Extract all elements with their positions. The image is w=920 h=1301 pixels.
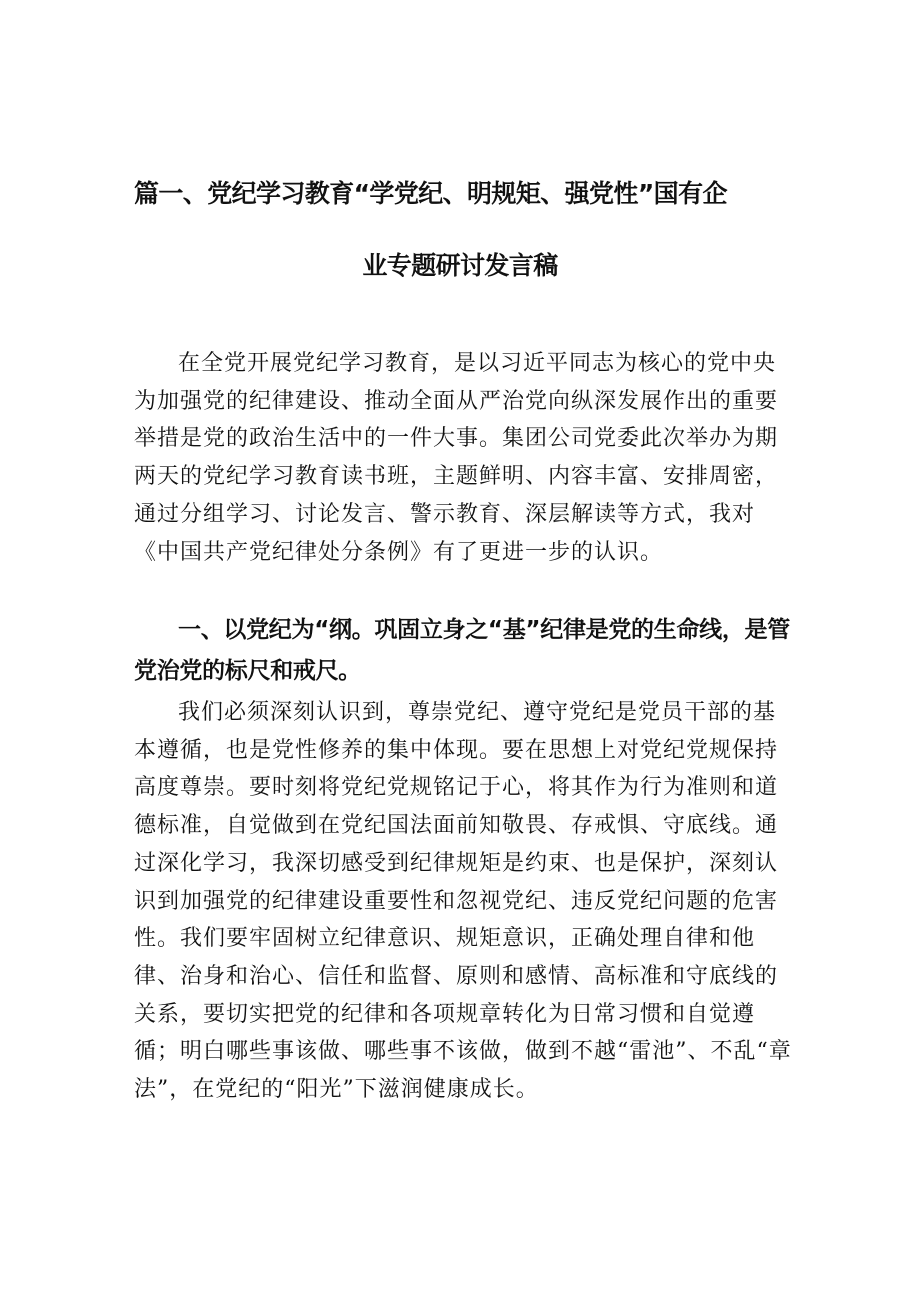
document-title-line-1: 篇一、党纪学习教育“学党纪、明规矩、强党性”国有企 (134, 179, 727, 208)
paragraph-intro-text: 在全党开展党纪学习教育，是以习近平同志为核心的党中央为加强党的纪律建设、推动全面从严治党向纵深发展作出的重要举措是党的政治生活中的一件大事。集团公司党委此次举办为期两天的党纪学习教育读书班，主题鲜明、内容丰富、安排周密，通过分组学习、讨论发言、警示教育、深层解读等方式，我对《中国共产党纪律处分条例》有了更进一步的认识。 (134, 351, 779, 565)
document-title-line-2: 业专题研讨发言稿 (362, 251, 558, 280)
section-heading-1: 一、以党纪为“纲。巩固立身之“基”纪律是党的生命线，是管党治党的标尺和戒尺。 (134, 617, 790, 684)
paragraph-intro (134, 345, 794, 571)
paragraph-section-1 (134, 694, 794, 1109)
paragraph-section-1-text: 我们必须深刻认识到，尊崇党纪、遵守党纪是党员干部的基本遵循，也是党性修养的集中体现。要在思想上对党纪党规保持高度尊崇。要时刻将党纪党规铭记于心，将其作为行为准则和道德标准，自觉做到在党纪国法面前知敬畏、存戒惧、守底线。通过深化学习，我深切感受到纪律规矩是约束、也是保护，深刻认识到加强党的纪律建设重要性和忽视党纪、违反党纪问题的危害性。我们要牢固树立纪律意识、规矩意识，正确处理自律和他律、治身和治心、信任和监督、原则和感情、高标准和守底线的关系，要切实把党的纪律和各项规章转化为日常习惯和自觉遵循；明白哪些事该做、哪些事不该做，做到不越“雷池”、不乱“章法”，在党纪的“阳光”下滋润健康成长。 (134, 700, 792, 1103)
